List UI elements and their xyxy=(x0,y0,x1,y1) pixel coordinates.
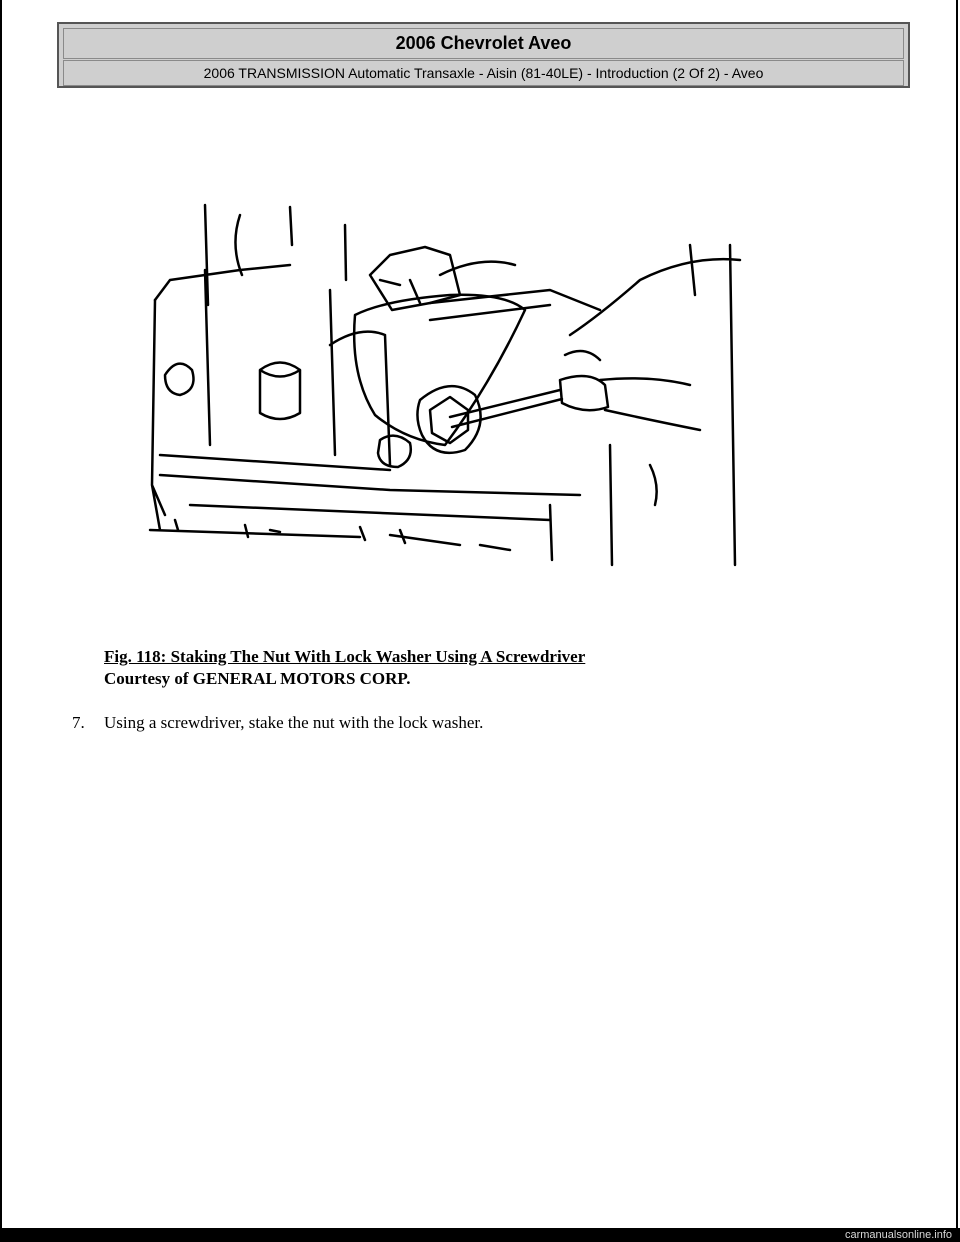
housing-right xyxy=(550,445,657,565)
housing-outline xyxy=(155,205,346,305)
step-item xyxy=(72,712,483,734)
document-header xyxy=(57,22,910,88)
selector-plate xyxy=(354,295,525,445)
caption-credit: Courtesy of GENERAL MOTORS CORP. xyxy=(104,669,411,688)
header-subtitle: 2006 TRANSMISSION Automatic Transaxle - Aisin (81-40LE) - Introduction (2 Of 2) - Aveo xyxy=(63,60,904,86)
plug xyxy=(260,363,300,420)
footer-strip xyxy=(0,1228,960,1242)
figure-118-illustration xyxy=(130,185,760,580)
bolt-head xyxy=(378,436,411,467)
figure-caption xyxy=(104,646,585,690)
step-text: Using a screwdriver, stake the nut with the lock washer. xyxy=(104,713,484,732)
step-number: 7. xyxy=(72,713,85,732)
watermark: carmanualsonline.info xyxy=(844,1229,952,1241)
housing-lower-ledge xyxy=(150,455,580,550)
block-lines xyxy=(205,262,515,465)
hand xyxy=(565,245,740,565)
housing-left-side xyxy=(152,300,165,530)
header-title: 2006 Chevrolet Aveo xyxy=(63,28,904,59)
housing-left-bumps xyxy=(165,364,194,395)
caption-title: Fig. 118: Staking The Nut With Lock Washer Using A Screwdriver xyxy=(104,647,586,666)
